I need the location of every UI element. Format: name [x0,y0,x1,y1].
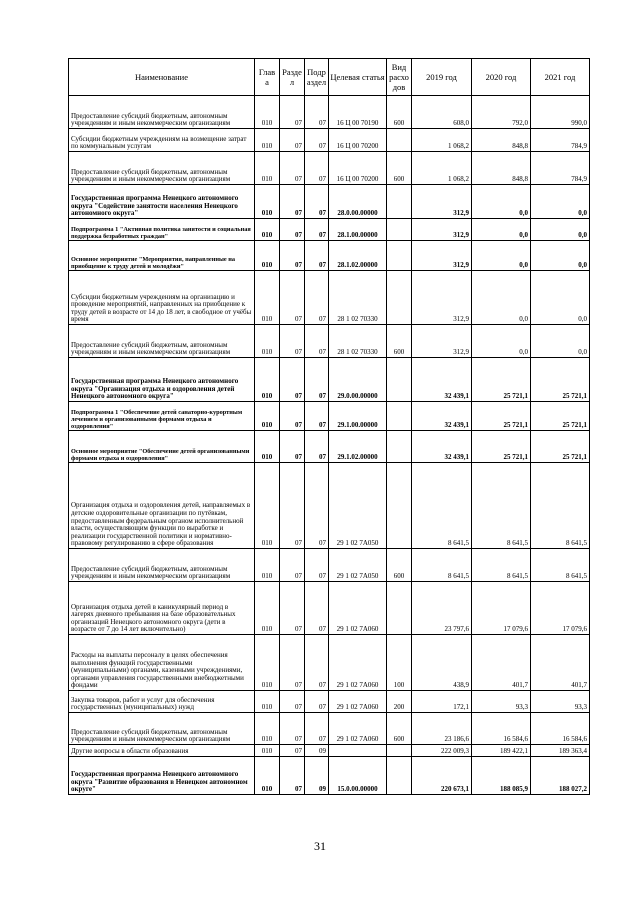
row-2020: 0,0 [472,271,531,325]
budget-table [68,58,590,795]
row-statya: 29 1 02 7А060 [329,713,387,745]
table-row [69,745,590,757]
row-glava: 010 [255,185,280,219]
row-2019: 220 673,1 [412,757,472,795]
row-name: Организация отдыха детей в каникулярный период в лагерях дневного пребывания на базе образовательных организаций Ненецкого автономного округа (дети в возрасте от 7 до 14 лет включительно) [69,582,255,635]
row-vid: 600 [387,713,412,745]
row-razdel: 07 [280,713,305,745]
table-row [69,402,590,431]
row-2019: 312,9 [412,219,472,241]
row-vid: 600 [387,325,412,358]
row-2019: 1 068,2 [412,152,472,185]
row-glava: 010 [255,463,280,549]
row-2019: 32 439,1 [412,358,472,402]
row-glava: 010 [255,129,280,152]
header-2021: 2021 год [531,59,590,96]
row-podrazdel: 09 [305,745,329,757]
row-vid [387,757,412,795]
row-2021: 990,0 [531,96,590,129]
row-glava: 010 [255,757,280,795]
row-statya [329,745,387,757]
table-row [69,185,590,219]
header-statya: Целевая статья [329,59,387,96]
row-razdel: 07 [280,582,305,635]
page-number: 31 [314,839,326,853]
row-2021: 0,0 [531,271,590,325]
row-2021: 8 641,5 [531,549,590,582]
row-statya: 29 1 02 7А060 [329,635,387,691]
row-podrazdel: 07 [305,241,329,271]
row-2019: 222 009,3 [412,745,472,757]
row-statya: 29.0.00.00000 [329,358,387,402]
row-razdel: 07 [280,757,305,795]
row-statya: 16 Ц 00 70190 [329,96,387,129]
header-glava: Глав а [255,59,280,96]
row-razdel: 07 [280,691,305,713]
row-vid: 600 [387,152,412,185]
row-vid: 100 [387,635,412,691]
header-podrazdel: Подр аздел [305,59,329,96]
row-podrazdel: 07 [305,463,329,549]
row-2020: 25 721,1 [472,402,531,431]
row-vid [387,185,412,219]
table-row [69,325,590,358]
row-statya: 29.1.00.00000 [329,402,387,431]
row-vid [387,402,412,431]
row-2021: 784,9 [531,152,590,185]
row-name: Расходы на выплаты персоналу в целях обеспечения выполнения функций государственными (муниципальными) органами, казенными учреждениями, органами управления государственными внебюджетными фондами [69,635,255,691]
row-podrazdel: 07 [305,129,329,152]
row-statya: 28.1.02.00000 [329,241,387,271]
table-row [69,358,590,402]
row-2019: 608,0 [412,96,472,129]
row-razdel: 07 [280,152,305,185]
row-podrazdel: 07 [305,431,329,463]
row-2021: 17 079,6 [531,582,590,635]
table-row [69,757,590,795]
row-2019: 438,9 [412,635,472,691]
row-name: Закупка товаров, работ и услуг для обеспечения государственных (муниципальных) нужд [69,691,255,713]
row-2019: 8 641,5 [412,463,472,549]
table-row [69,713,590,745]
row-2021: 25 721,1 [531,431,590,463]
row-2019: 172,1 [412,691,472,713]
row-podrazdel: 07 [305,185,329,219]
row-2021: 8 641,5 [531,463,590,549]
row-razdel: 07 [280,185,305,219]
row-2020: 16 584,6 [472,713,531,745]
row-2021: 188 027,2 [531,757,590,795]
row-2019: 312,9 [412,185,472,219]
row-2021: 93,3 [531,691,590,713]
row-statya: 16 Ц 00 70200 [329,129,387,152]
row-2020: 401,7 [472,635,531,691]
row-podrazdel: 07 [305,402,329,431]
row-razdel: 07 [280,358,305,402]
row-statya: 29 1 02 7А050 [329,549,387,582]
row-name: Субсидии бюджетным учреждениям на возмещение затрат по коммунальным услугам [69,129,255,152]
row-2019: 312,9 [412,325,472,358]
row-2020: 189 422,1 [472,745,531,757]
row-vid [387,129,412,152]
row-statya: 15.0.00.00000 [329,757,387,795]
row-name: Организация отдыха и оздоровления детей, направляемых в детские оздоровительные организации по путёвкам, предоставленным федеральным органом исполнительной власти, осуществляющим функции по выработке и реализации государственной политики и нормативно-правовому регулированию в сфере образования [69,463,255,549]
row-2019: 32 439,1 [412,402,472,431]
header-2020: 2020 год [472,59,531,96]
row-2019: 23 186,6 [412,713,472,745]
row-2020: 93,3 [472,691,531,713]
table-row [69,129,590,152]
row-vid: 200 [387,691,412,713]
header-vid: Вид расхо дов [387,59,412,96]
row-2020: 8 641,5 [472,549,531,582]
row-statya: 28.1.00.00000 [329,219,387,241]
row-name: Государственная программа Ненецкого автономного округа "Содействие занятости населения Ненецкого автономного округа" [69,185,255,219]
row-razdel: 07 [280,463,305,549]
row-podrazdel: 09 [305,757,329,795]
row-razdel: 07 [280,402,305,431]
row-2019: 8 641,5 [412,549,472,582]
row-name: Предоставление субсидий бюджетным, автономным учреждениям и иным некоммерческим организациям [69,325,255,358]
row-podrazdel: 07 [305,358,329,402]
row-glava: 010 [255,431,280,463]
row-2019: 23 797,6 [412,582,472,635]
row-podrazdel: 07 [305,635,329,691]
header-name: Наименование [69,59,255,96]
row-2020: 0,0 [472,219,531,241]
row-2020: 0,0 [472,185,531,219]
table-row [69,635,590,691]
table-body [69,96,590,795]
row-name: Предоставление субсидий бюджетным, автономным учреждениям и иным некоммерческим организациям [69,96,255,129]
row-2021: 25 721,1 [531,402,590,431]
row-2020: 792,0 [472,96,531,129]
row-2019: 312,9 [412,241,472,271]
budget-table-container [68,58,590,795]
row-statya: 29 1 02 7А060 [329,691,387,713]
table-row [69,549,590,582]
row-2020: 0,0 [472,325,531,358]
row-2021: 0,0 [531,325,590,358]
row-razdel: 07 [280,745,305,757]
row-glava: 010 [255,241,280,271]
row-vid [387,431,412,463]
row-vid [387,745,412,757]
row-podrazdel: 07 [305,271,329,325]
row-glava: 010 [255,402,280,431]
row-2019: 32 439,1 [412,431,472,463]
row-vid [387,241,412,271]
row-podrazdel: 07 [305,549,329,582]
row-vid: 600 [387,96,412,129]
row-2019: 312,9 [412,271,472,325]
row-razdel: 07 [280,635,305,691]
row-podrazdel: 07 [305,325,329,358]
table-row [69,463,590,549]
row-glava: 010 [255,713,280,745]
row-2021: 401,7 [531,635,590,691]
row-vid [387,219,412,241]
row-2020: 188 085,9 [472,757,531,795]
row-vid [387,271,412,325]
row-statya: 28 1 02 70330 [329,271,387,325]
row-2020: 8 641,5 [472,463,531,549]
row-glava: 010 [255,152,280,185]
row-podrazdel: 07 [305,219,329,241]
row-vid [387,358,412,402]
row-glava: 010 [255,549,280,582]
row-statya: 28.0.00.00000 [329,185,387,219]
row-2020: 25 721,1 [472,358,531,402]
row-glava: 010 [255,271,280,325]
table-row [69,96,590,129]
row-name: Основное мероприятие "Мероприятия, направленные на приобщение к труду детей и молодёжи" [69,241,255,271]
row-razdel: 07 [280,129,305,152]
table-header-row [69,59,590,96]
row-2020: 25 721,1 [472,431,531,463]
row-vid [387,463,412,549]
row-2021: 0,0 [531,241,590,271]
row-2021: 0,0 [531,219,590,241]
row-glava: 010 [255,635,280,691]
row-2020: 848,8 [472,129,531,152]
row-2021: 25 721,1 [531,358,590,402]
row-razdel: 07 [280,431,305,463]
table-row [69,271,590,325]
row-name: Предоставление субсидий бюджетным, автономным учреждениям и иным некоммерческим организациям [69,152,255,185]
row-2021: 16 584,6 [531,713,590,745]
row-podrazdel: 07 [305,691,329,713]
row-glava: 010 [255,691,280,713]
row-name: Государственная программа Ненецкого автономного округа "Организация отдыха и оздоровления детей Ненецкого автономного округа" [69,358,255,402]
row-statya: 29.1.02.00000 [329,431,387,463]
row-name: Подпрограмма 1 "Активная политика занятости и социальная поддержка безработных граждан" [69,219,255,241]
row-statya: 29 1 02 7А060 [329,582,387,635]
row-2021: 784,9 [531,129,590,152]
table-row [69,691,590,713]
table-row [69,219,590,241]
row-2020: 0,0 [472,241,531,271]
table-row [69,582,590,635]
row-2019: 1 068,2 [412,129,472,152]
row-name: Подпрограмма 1 "Обеспечение детей санаторно-курортным лечением и организованными формами отдыха и оздоровления" [69,402,255,431]
row-razdel: 07 [280,241,305,271]
row-podrazdel: 07 [305,713,329,745]
row-2020: 848,8 [472,152,531,185]
table-row [69,431,590,463]
row-glava: 010 [255,358,280,402]
row-2021: 0,0 [531,185,590,219]
row-glava: 010 [255,325,280,358]
row-name: Субсидии бюджетным учреждениям на организацию и проведение мероприятий, направленных на приобщение к труду детей в возрасте от 14 до 18 лет, в свободное от учёбы время [69,271,255,325]
row-name: Другие вопросы в области образования [69,745,255,757]
row-razdel: 07 [280,271,305,325]
table-row [69,241,590,271]
row-name: Основное мероприятие "Обеспечение детей организованными формами отдыха и оздоровления" [69,431,255,463]
row-2020: 17 079,6 [472,582,531,635]
row-razdel: 07 [280,325,305,358]
row-podrazdel: 07 [305,582,329,635]
row-glava: 010 [255,96,280,129]
row-razdel: 07 [280,96,305,129]
row-statya: 28 1 02 70330 [329,325,387,358]
row-glava: 010 [255,219,280,241]
header-2019: 2019 год [412,59,472,96]
row-glava: 010 [255,582,280,635]
row-razdel: 07 [280,219,305,241]
row-vid: 600 [387,549,412,582]
row-statya: 16 Ц 00 70200 [329,152,387,185]
row-vid [387,582,412,635]
row-statya: 29 1 02 7А050 [329,463,387,549]
row-razdel: 07 [280,549,305,582]
row-glava: 010 [255,745,280,757]
row-name: Предоставление субсидий бюджетным, автономным учреждениям и иным некоммерческим организациям [69,549,255,582]
row-name: Предоставление субсидий бюджетным, автономным учреждениям и иным некоммерческим организациям [69,713,255,745]
row-2021: 189 363,4 [531,745,590,757]
header-razdel: Разде л [280,59,305,96]
row-podrazdel: 07 [305,96,329,129]
row-podrazdel: 07 [305,152,329,185]
table-row [69,152,590,185]
row-name: Государственная программа Ненецкого автономного округа "Развитие образования в Ненецком автономном округе" [69,757,255,795]
